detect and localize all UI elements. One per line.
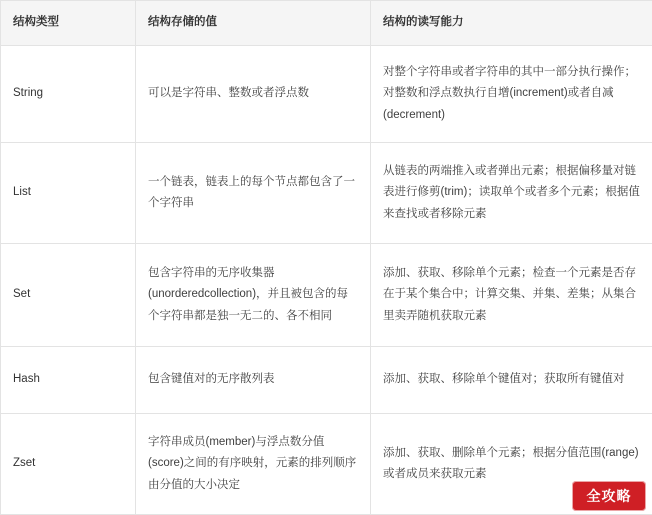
table-row <box>1 414 652 515</box>
table-row <box>1 143 652 244</box>
cell-value: 包含字符串的无序收集器(unorderedcollection)，并且被包含的每个字符串都是独一无二的、各不相同 <box>136 244 371 347</box>
cell-type: List <box>1 143 136 244</box>
cell-type: Set <box>1 244 136 347</box>
watermark-logo: 全攻略 <box>572 481 646 511</box>
column-header-operations: 结构的读写能力 <box>371 1 652 46</box>
cell-value: 包含键值对的无序散列表 <box>136 347 371 414</box>
cell-value: 可以是字符串、整数或者浮点数 <box>136 46 371 143</box>
cell-value: 一个链表，链表上的每个节点都包含了一个字符串 <box>136 143 371 244</box>
cell-operations: 添加、获取、移除单个元素；检查一个元素是否存在于某个集合中；计算交集、并集、差集；从集合里卖弄随机获取元素 <box>371 244 652 347</box>
cell-operations: 添加、获取、删除单个元素；根据分值范围(range)或者成员来获取元素 <box>371 414 652 515</box>
table-header <box>1 1 652 46</box>
cell-value: 字符串成员(member)与浮点数分值(score)之间的有序映射，元素的排列顺序由分值的大小决定 <box>136 414 371 515</box>
table-row <box>1 46 652 143</box>
table-row <box>1 347 652 414</box>
cell-operations: 添加、获取、移除单个键值对；获取所有键值对 <box>371 347 652 414</box>
cell-type: Zset <box>1 414 136 515</box>
cell-type: Hash <box>1 347 136 414</box>
table-body <box>1 46 652 515</box>
cell-operations: 从链表的两端推入或者弹出元素；根据偏移量对链表进行修剪(trim)；读取单个或者多个元素；根据值来查找或者移除元素 <box>371 143 652 244</box>
table-header-row <box>1 1 652 46</box>
cell-operations: 对整个字符串或者字符串的其中一部分执行操作；对整数和浮点数执行自增(increment)或者自减(decrement) <box>371 46 652 143</box>
column-header-value: 结构存储的值 <box>136 1 371 46</box>
cell-type: String <box>1 46 136 143</box>
column-header-type: 结构类型 <box>1 1 136 46</box>
table-row <box>1 244 652 347</box>
